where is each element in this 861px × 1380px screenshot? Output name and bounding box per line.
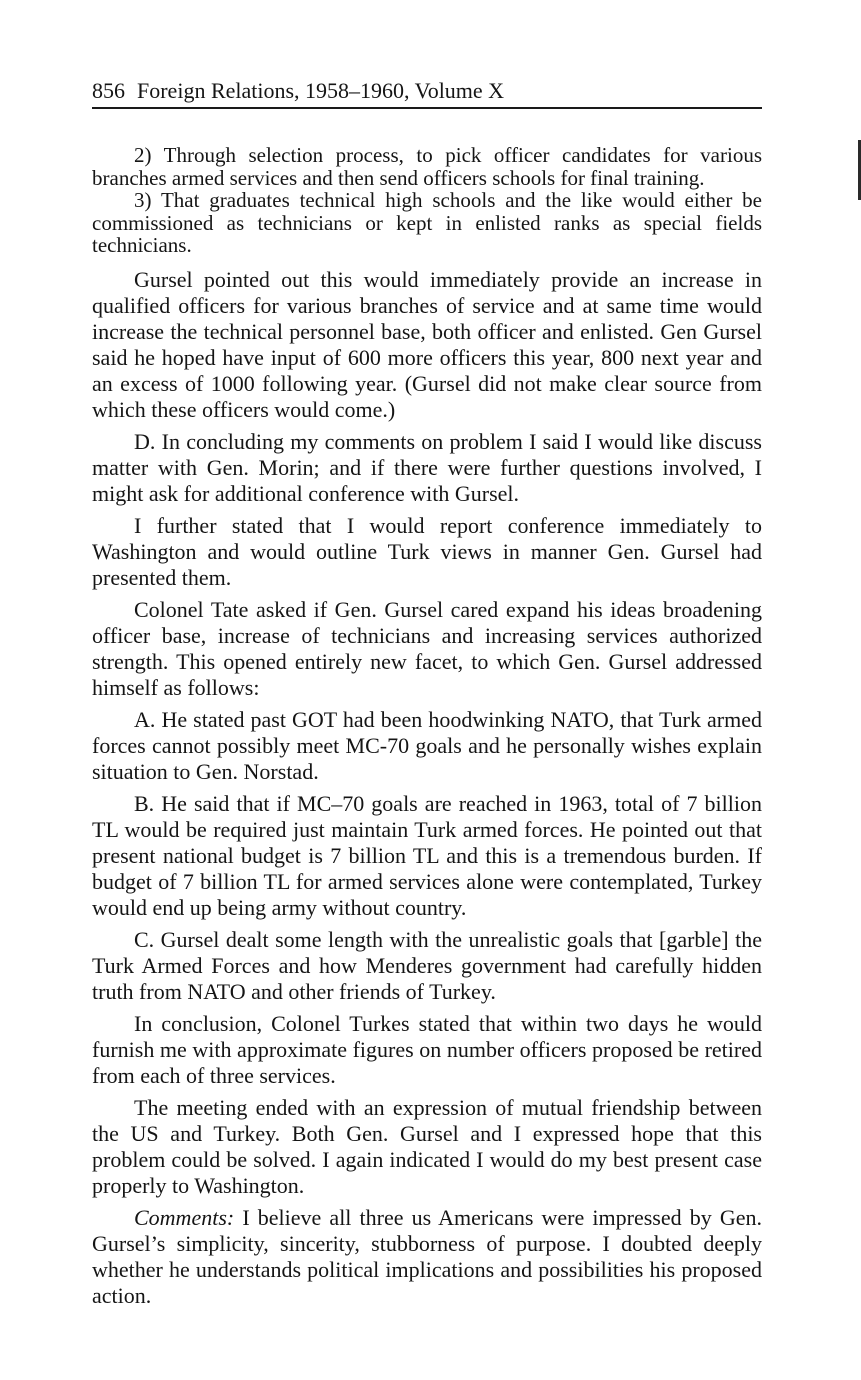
- body-text: [92, 144, 762, 1309]
- paragraph-c-goals: C. Gursel dealt some length with the unrealistic goals that [garble] the Turk Armed Forces and how Menderes government had carefully hidden truth from NATO and other friends of Turkey.: [92, 926, 762, 1004]
- page-number: 856: [92, 78, 125, 103]
- header-rule: [92, 107, 762, 109]
- comments-text: I believe all three us Americans were impressed by Gen. Gursel’s simplicity, sincerity, stubborness of purpose. I doubted deeply whether he understands political implications and possibilities his proposed action.: [92, 1204, 762, 1308]
- volume-title: Foreign Relations, 1958–1960, Volume X: [137, 78, 505, 103]
- list-item-3: 3) That graduates technical high schools and the like would either be commissioned as technicians or kept in enlisted ranks as special fields technicians.: [92, 188, 762, 257]
- comments-label: Comments:: [134, 1204, 235, 1230]
- paragraph-b-budget: B. He said that if MC–70 goals are reached in 1963, total of 7 billion TL would be required just maintain Turk armed forces. He pointed out that present national budget is 7 billion TL and this is a tremendous burden. If budget of 7 billion TL for armed services alone were contemplated, Turkey would end up being army without country.: [92, 790, 762, 920]
- running-head: [92, 78, 762, 104]
- paragraph-conclusion-turkes: In conclusion, Colonel Turkes stated that within two days he would furnish me with approximate figures on number officers proposed be retired from each of three services.: [92, 1010, 762, 1088]
- paragraph-report-conference: I further stated that I would report conference immediately to Washington and would outline Turk views in manner Gen. Gursel had presented them.: [92, 512, 762, 590]
- paragraph-comments: [92, 1205, 762, 1309]
- paragraph-colonel-tate: Colonel Tate asked if Gen. Gursel cared expand his ideas broadening officer base, increase of technicians and increasing services authorized strength. This opened entirely new facet, to which Gen. Gursel addressed himself as follows:: [92, 596, 762, 700]
- paragraph-meeting-ended: The meeting ended with an expression of mutual friendship between the US and Turkey. Both Gen. Gursel and I expressed hope that this problem could be solved. I again indicated I would do my best present case properly to Washington.: [92, 1094, 762, 1198]
- paragraph-d-concluding: D. In concluding my comments on problem I said I would like discuss matter with Gen. Morin; and if there were further questions involved, I might ask for additional conference with Gursel.: [92, 428, 762, 506]
- paragraph-a-hoodwinking: A. He stated past GOT had been hoodwinking NATO, that Turk armed forces cannot possibly meet MC-70 goals and he personally wishes explain situation to Gen. Norstad.: [92, 706, 762, 784]
- list-item-2: 2) Through selection process, to pick officer candidates for various branches armed services and then send officers schools for final training.: [92, 143, 762, 190]
- paragraph-gursel-points: Gursel pointed out this would immediately provide an increase in qualified officers for various branches of service and at same time would increase the technical personnel base, both officer and enlisted. Gen Gursel said he hoped have input of 600 more officers this year, 800 next year and an excess of 1000 following year. (Gursel did not make clear source from which these officers would come.): [92, 266, 762, 422]
